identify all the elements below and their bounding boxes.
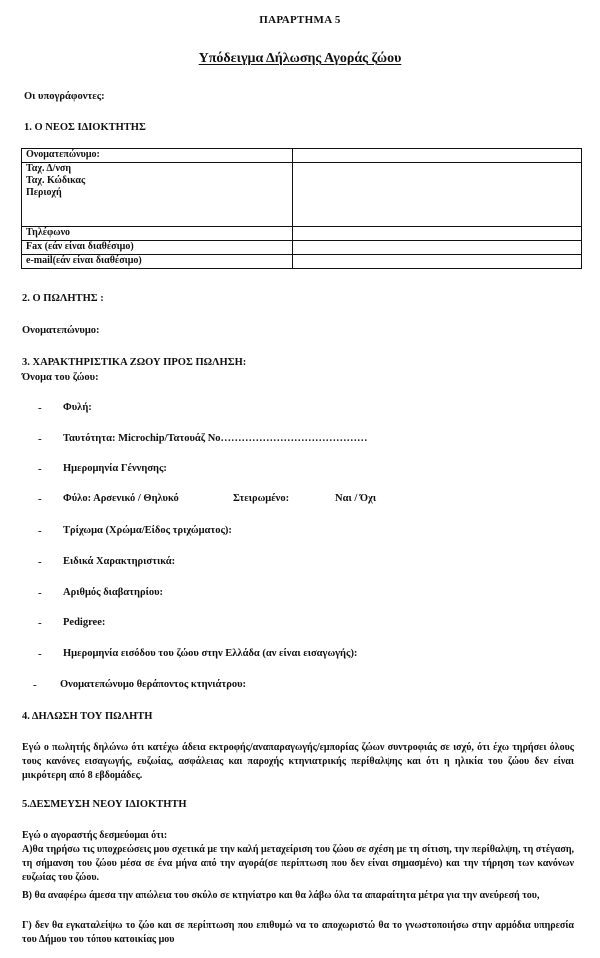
- neutered-label: Στειρωμένο:: [233, 493, 290, 504]
- neutered-options: Ναι / Όχι: [335, 493, 377, 504]
- owner-name-value[interactable]: [293, 149, 582, 163]
- seller-name-label: Ονοματεπώνυμο:: [22, 325, 100, 336]
- section-seller-heading: 2. Ο ΠΩΛΗΤΗΣ :: [22, 293, 104, 304]
- features-label: Ειδικά Χαρακτηριστικά:: [63, 556, 176, 567]
- bullet-dash: -: [38, 617, 42, 629]
- commitment-item-b: Β) θα αναφέρω άμεσα την απώλεια του σκύλο σε κτηνίατρο και θα λάβω όλα τα απαραίτητα μέτρα για την ανεύρεσή του,: [22, 890, 540, 901]
- coat-label: Τρίχωμα (Χρώμα/Είδος τριχώματος):: [63, 525, 232, 536]
- pedigree-label: Pedigree:: [63, 617, 106, 628]
- signatories-label: Οι υπογράφοντες:: [24, 91, 105, 102]
- owner-area-label: Περιοχή: [26, 187, 62, 198]
- owner-phone-value[interactable]: [293, 227, 582, 241]
- commitment-item-c: Γ) δεν θα εγκαταλείψω το ζώο και σε περίπτωση που επιθυμώ να το αποχωριστώ θα το γνωστοποιήσω στην αρμόδια υπηρεσία του Δήμου του τόπου κατοικίας μου: [22, 920, 574, 945]
- owner-fax-label: Fax (εάν είναι διαθέσιμο): [22, 241, 293, 255]
- bullet-dash: -: [38, 463, 42, 475]
- owner-address-value[interactable]: [293, 163, 582, 227]
- vet-label: Ονοματεπώνυμο θεράποντος κτηνιάτρου:: [60, 679, 247, 690]
- bullet-dash: -: [38, 493, 42, 505]
- bullet-dash: -: [38, 648, 42, 660]
- bullet-dash: -: [33, 679, 37, 691]
- section-declaration-heading: 4. ΔΗΛΩΣΗ ΤΟΥ ΠΩΛΗΤΗ: [22, 711, 153, 722]
- bullet-dash: -: [38, 587, 42, 599]
- owner-fax-value[interactable]: [293, 241, 582, 255]
- bullet-dash: -: [38, 402, 42, 414]
- commitment-intro: Εγώ ο αγοραστής δεσμεύομαι ότι:: [22, 830, 168, 841]
- owner-email-label: e-mail(εάν είναι διαθέσιμο): [22, 255, 293, 269]
- section-new-owner-heading: 1. Ο ΝΕΟΣ ΙΔΙΟΚΤΗΤΗΣ: [24, 122, 146, 133]
- commitment-item-a: Α)θα τηρήσω τις υποχρεώσεις μου σχετικά με την καλή μεταχείριση του ζώου σε σχέση με τη σίτιση, την περίθαλψη, τη στέγαση, τη σήμανση του ζώου μέσα σε ένα μήνα από την αγορά(σε περίπτωση που δεν είναι σημασμένο) και την τήρηση των κανόνων ευζωίας του ζώου.: [22, 844, 574, 883]
- sex-label: Φύλο: Αρσενικό / Θηλυκό: [63, 493, 179, 504]
- animal-name-label: Όνομα του ζώου:: [22, 372, 99, 383]
- owner-email-value[interactable]: [293, 255, 582, 269]
- section-animal-heading: 3. ΧΑΡΑΚΤΗΡΙΣΤΙΚΑ ΖΩΟΥ ΠΡΟΣ ΠΩΛΗΣΗ:: [22, 357, 247, 368]
- id-label: Ταυτότητα: Microchip/Τατουάζ No……………………………………: [63, 433, 368, 444]
- passport-label: Αριθμός διαβατηρίου:: [63, 587, 164, 598]
- document-title: [0, 51, 600, 67]
- new-owner-table: [21, 148, 582, 269]
- entry-date-label: Ημερομηνία εισόδου του ζώου στην Ελλάδα (αν είναι εισαγωγής):: [63, 648, 358, 659]
- owner-phone-label: Τηλέφωνο: [22, 227, 293, 241]
- bullet-dash: -: [38, 433, 42, 445]
- owner-name-label: Ονοματεπώνυμο:: [22, 149, 293, 163]
- annex-label: ΠΑΡΑΡΤΗΜΑ 5: [259, 14, 341, 26]
- breed-label: Φυλή:: [63, 402, 92, 413]
- bullet-dash: -: [38, 525, 42, 537]
- birth-date-label: Ημερομηνία Γέννησης:: [63, 463, 167, 474]
- bullet-dash: -: [38, 556, 42, 568]
- declaration-text: Εγώ ο πωλητής δηλώνω ότι κατέχω άδεια εκτροφής/αναπαραγωγής/εμπορίας ζώων συντροφιάς σε ισχύ, ότι έχω τηρήσει όλους τους κανόνες εισαγωγής, ευζωίας, ασφάλειας και παροχής κτηνιατρικής περίθαλψης και ότι η ηλικία του ζώου δεν είναι μικρότερη από 8 εβδομάδες.: [22, 742, 574, 781]
- section-commitment-heading: 5.ΔΕΣΜΕΥΣΗ ΝΕΟΥ ΙΔΙΟΚΤΗΤΗ: [22, 799, 187, 810]
- owner-address-cell: [22, 163, 293, 227]
- owner-postal-label: Ταχ. Κώδικας: [26, 175, 86, 186]
- document-title-text: Υπόδειγμα Δήλωσης Αγοράς ζώου: [198, 51, 402, 66]
- owner-address-label: Ταχ. Δ/νση: [26, 163, 72, 174]
